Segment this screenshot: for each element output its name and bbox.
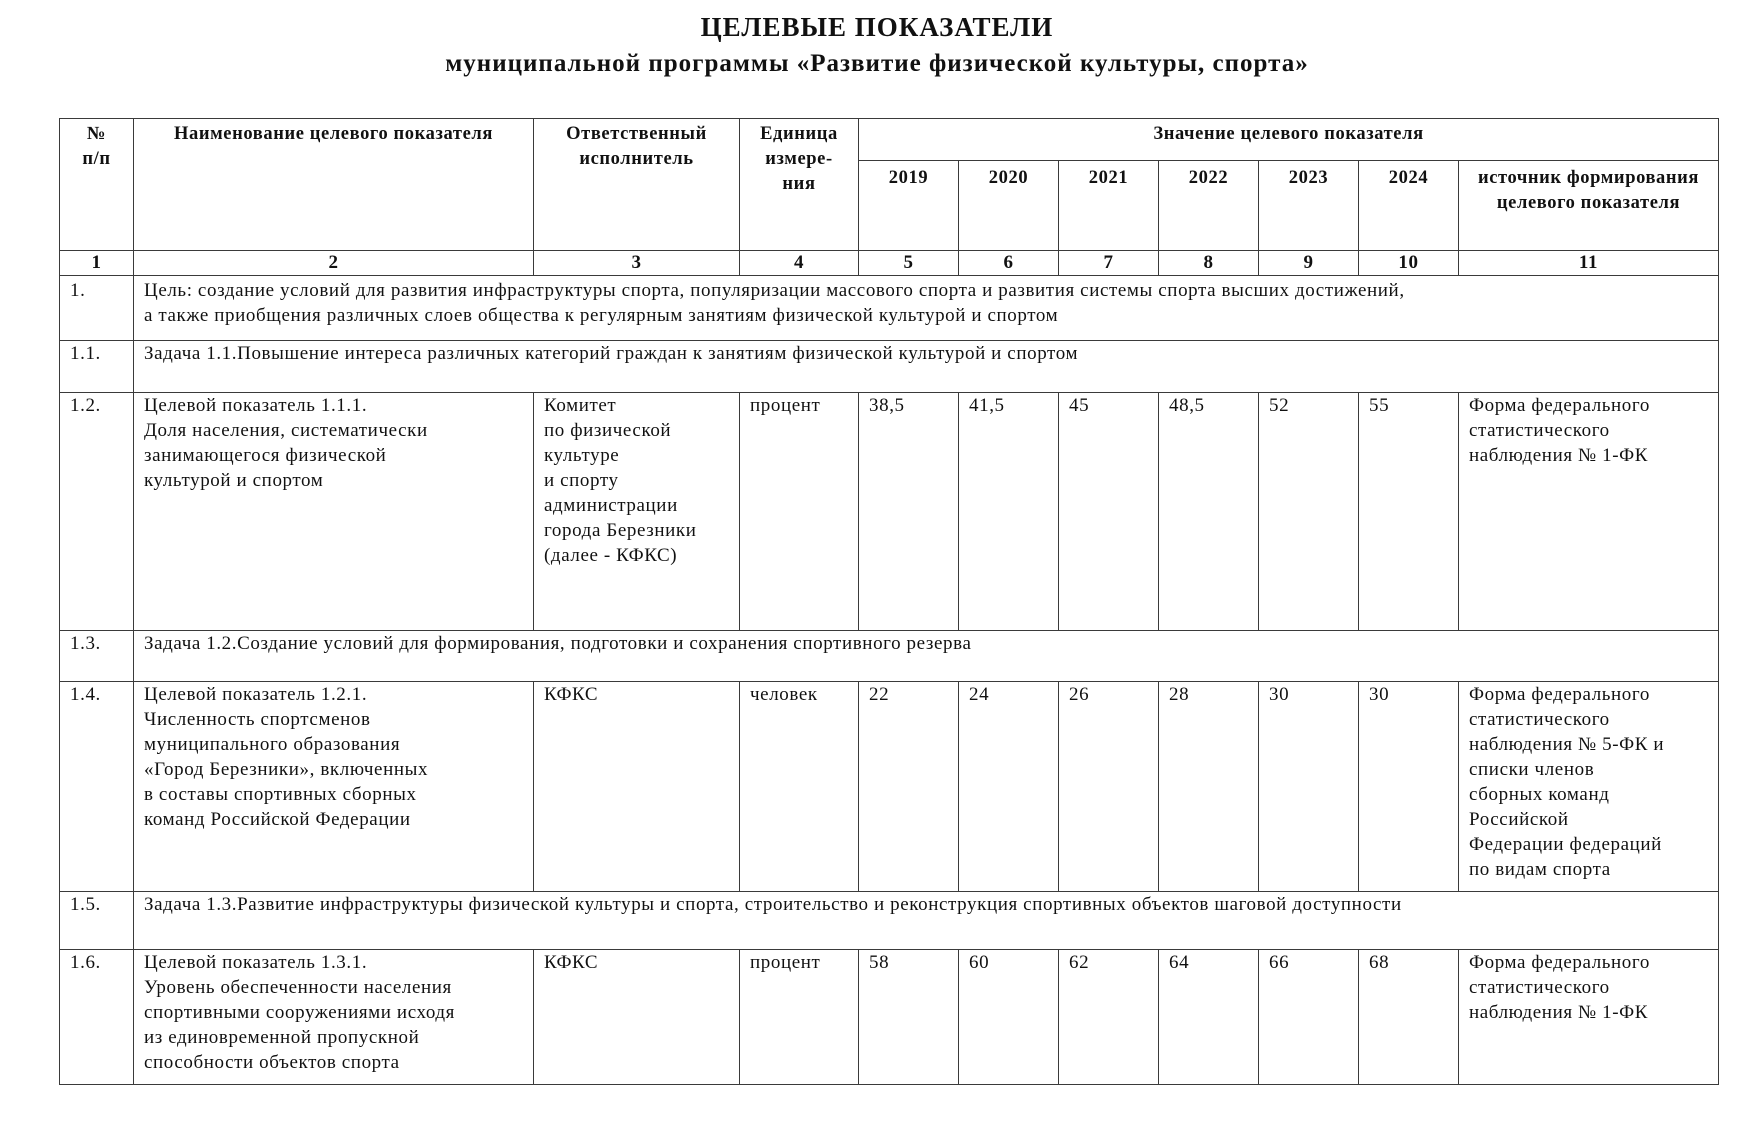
value-2019: 22 (859, 682, 959, 892)
row-number: 1.6. (60, 950, 134, 1085)
col-number: 1 (60, 251, 134, 276)
indicator-source: Форма федерального статистического наблюдения № 1-ФК (1459, 393, 1719, 631)
indicator-unit: человек (740, 682, 859, 892)
header-value-group: Значение целевого показателя (859, 119, 1719, 161)
goal-text: Цель: создание условий для развития инфраструктуры спорта, популяризации массового спорта и развития системы спорта высших достижений, а также приобщения различных слоев общества к регулярным занятиям физической культурой и спортом (134, 276, 1719, 341)
header-year-2021: 2021 (1059, 161, 1159, 251)
value-2019: 58 (859, 950, 959, 1085)
indicator-unit: процент (740, 950, 859, 1085)
indicator-source: Форма федерального статистического наблюдения № 1-ФК (1459, 950, 1719, 1085)
col-number: 5 (859, 251, 959, 276)
col-number: 7 (1059, 251, 1159, 276)
value-2021: 45 (1059, 393, 1159, 631)
value-2020: 41,5 (959, 393, 1059, 631)
table-row (60, 682, 1719, 892)
header-year-2023: 2023 (1259, 161, 1359, 251)
value-2022: 48,5 (1159, 393, 1259, 631)
col-number: 6 (959, 251, 1059, 276)
col-number: 10 (1359, 251, 1459, 276)
row-number: 1.5. (60, 892, 134, 950)
col-number: 11 (1459, 251, 1719, 276)
indicator-unit: процент (740, 393, 859, 631)
indicators-table (59, 118, 1719, 1085)
indicator-name: Целевой показатель 1.2.1. Численность спортсменов муниципального образования «Город Березники», включенных в составы спортивных сборных команд Российской Федерации (134, 682, 534, 892)
header-year-2020: 2020 (959, 161, 1059, 251)
header-executor: Ответственный исполнитель (534, 119, 740, 251)
header-row-1 (60, 119, 1719, 161)
value-2023: 52 (1259, 393, 1359, 631)
table-row (60, 892, 1719, 950)
indicator-executor: КФКС (534, 950, 740, 1085)
value-2020: 24 (959, 682, 1059, 892)
value-2019: 38,5 (859, 393, 959, 631)
row-number: 1.3. (60, 631, 134, 682)
header-num: № п/п (60, 119, 134, 251)
value-2022: 28 (1159, 682, 1259, 892)
table-row (60, 631, 1719, 682)
indicator-name: Целевой показатель 1.3.1. Уровень обеспеченности населения спортивными сооружениями исходя из единовременной пропускной способности объектов спорта (134, 950, 534, 1085)
col-number: 9 (1259, 251, 1359, 276)
header-year-2019: 2019 (859, 161, 959, 251)
header-year-2022: 2022 (1159, 161, 1259, 251)
value-2024: 68 (1359, 950, 1459, 1085)
col-number: 2 (134, 251, 534, 276)
task-text: Задача 1.2.Создание условий для формирования, подготовки и сохранения спортивного резерва (134, 631, 1719, 682)
indicator-executor: Комитет по физической культуре и спорту администрации города Березники (далее - КФКС) (534, 393, 740, 631)
row-number: 1.1. (60, 341, 134, 393)
value-2024: 55 (1359, 393, 1459, 631)
col-number: 3 (534, 251, 740, 276)
value-2023: 66 (1259, 950, 1359, 1085)
value-2023: 30 (1259, 682, 1359, 892)
value-2021: 26 (1059, 682, 1159, 892)
indicator-name: Целевой показатель 1.1.1. Доля населения, систематически занимающегося физической культурой и спортом (134, 393, 534, 631)
header-source: источник формирования целевого показателя (1459, 161, 1719, 251)
indicator-source: Форма федерального статистического наблюдения № 5-ФК и списки членов сборных команд Российской Федерации федераций по видам спорта (1459, 682, 1719, 892)
table-row (60, 950, 1719, 1085)
document-title (0, 8, 1754, 82)
row-number: 1. (60, 276, 134, 341)
value-2021: 62 (1059, 950, 1159, 1085)
value-2022: 64 (1159, 950, 1259, 1085)
header-unit: Единица измере- ния (740, 119, 859, 251)
table-row (60, 393, 1719, 631)
value-2020: 60 (959, 950, 1059, 1085)
col-number: 8 (1159, 251, 1259, 276)
table-row (60, 276, 1719, 341)
row-number: 1.2. (60, 393, 134, 631)
task-text: Задача 1.3.Развитие инфраструктуры физической культуры и спорта, строительство и реконструкция спортивных объектов шаговой доступности (134, 892, 1719, 950)
indicator-executor: КФКС (534, 682, 740, 892)
header-year-2024: 2024 (1359, 161, 1459, 251)
value-2024: 30 (1359, 682, 1459, 892)
column-numbers-row (60, 251, 1719, 276)
header-name: Наименование целевого показателя (134, 119, 534, 251)
title-line-1: ЦЕЛЕВЫЕ ПОКАЗАТЕЛИ (700, 12, 1054, 42)
col-number: 4 (740, 251, 859, 276)
task-text: Задача 1.1.Повышение интереса различных категорий граждан к занятиям физической культурой и спортом (134, 341, 1719, 393)
table-row (60, 341, 1719, 393)
title-line-2: муниципальной программы «Развитие физической культуры, спорта» (445, 50, 1309, 77)
row-number: 1.4. (60, 682, 134, 892)
